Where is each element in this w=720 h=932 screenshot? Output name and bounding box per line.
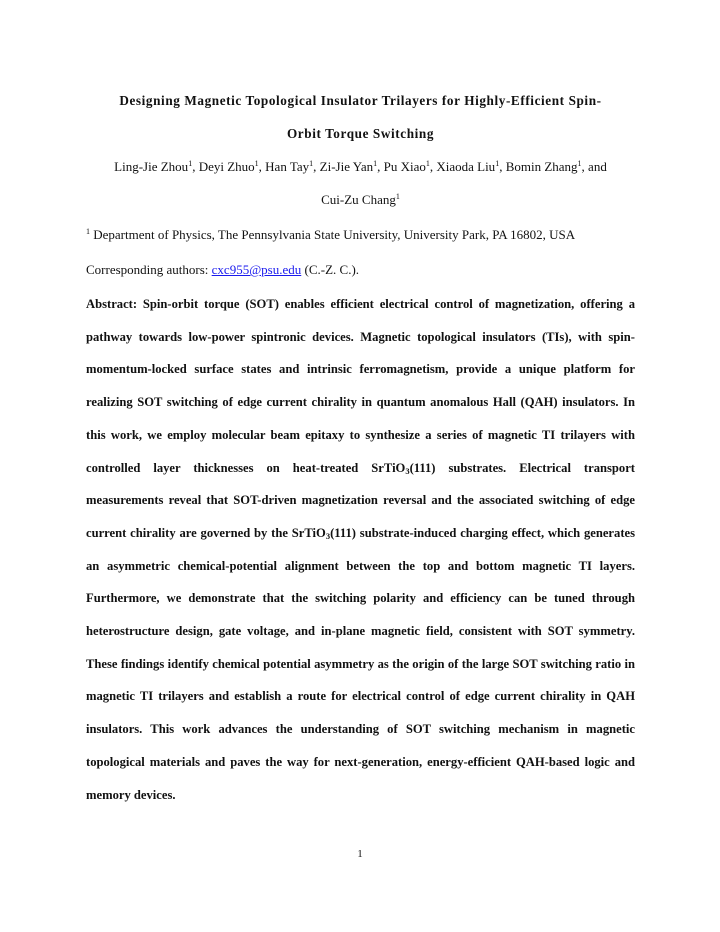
author-name: Xiaoda Liu xyxy=(436,159,496,174)
author-affiliation-mark: 1 xyxy=(395,192,400,201)
author-name: Cui-Zu Chang xyxy=(321,192,396,207)
author-separator: , and xyxy=(581,159,607,174)
abstract-text-3: (111) substrate-induced charging effect, which generates an asymmetric chemical-potential alignment between the top and bottom magnetic TI layers. Furthermore, we demonstrate that the switching polarity and efficiency can be tuned through heterostructure design, gate voltage, and in-plane magnetic field, consistent with SOT symmetry. These findings identify chemical potential asymmetry as the origin of the large SOT switching ratio in magnetic TI trilayers and establish a route for electrical control of edge current chirality in QAH insulators. This work advances the understanding of SOT switching mechanism in magnetic topological materials and paves the way for next-generation, energy-efficient QAH-based logic and memory devices. xyxy=(86,525,636,802)
subscript: 3 xyxy=(325,530,331,541)
affiliation-text: Department of Physics, The Pennsylvania State University, University Park, PA 16802, USA xyxy=(90,227,576,242)
author-affiliation-mark: 1 xyxy=(373,159,378,168)
author-separator: , xyxy=(377,159,384,174)
page-number: 1 xyxy=(357,848,363,860)
title-line-1: Designing Magnetic Topological Insulator Trilayers for Highly-Efficient Spin- xyxy=(119,93,602,108)
corresponding-suffix: (C.-Z. C.). xyxy=(301,262,360,277)
author-separator: , xyxy=(499,159,506,174)
abstract-text-2: (111) substrates. Electrical transport measurements reveal that SOT-driven magnetization reversal and the associated switching of edge current chirality are governed by the SrTiO xyxy=(86,460,635,540)
corresponding-authors xyxy=(86,253,635,286)
author-affiliation-mark: 1 xyxy=(425,159,430,168)
abstract xyxy=(86,288,635,811)
author-separator: , xyxy=(313,159,320,174)
author-separator: , xyxy=(258,159,266,174)
author-affiliation-mark: 1 xyxy=(495,159,500,168)
paper-title xyxy=(86,84,635,150)
author-separator: , xyxy=(429,159,437,174)
author-name: Deyi Zhuo xyxy=(198,159,255,174)
corresponding-label: Corresponding authors: xyxy=(86,262,212,277)
author-name: Zi-Jie Yan xyxy=(319,159,374,174)
author-name: Ling-Jie Zhou xyxy=(114,159,189,174)
author-name: Bomin Zhang xyxy=(505,159,578,174)
author-affiliation-mark: 1 xyxy=(188,159,193,168)
author-name: Pu Xiao xyxy=(383,159,426,174)
paper-page xyxy=(86,84,635,811)
author-affiliation-mark: 1 xyxy=(577,159,582,168)
abstract-text-1: Abstract: Spin-orbit torque (SOT) enables efficient electrical control of magnetization, offering a pathway towards low-power spintronic devices. Magnetic topological insulators (TIs), with spin-momentum-locked surface states and intrinsic ferromagnetism, provide a unique platform for realizing SOT switching of edge current chirality in quantum anomalous Hall (QAH) insulators. In this work, we employ molecular beam epitaxy to synthesize a series of magnetic TI trilayers with controlled layer thicknesses on heat-treated SrTiO xyxy=(86,297,635,475)
author-affiliation-mark: 1 xyxy=(254,159,259,168)
title-line-2: Orbit Torque Switching xyxy=(286,126,435,141)
subscript: 3 xyxy=(405,465,410,476)
affiliation-mark: 1 xyxy=(86,227,90,236)
affiliation xyxy=(86,218,635,251)
author-affiliation-mark: 1 xyxy=(309,159,314,168)
author-name: Han Tay xyxy=(265,159,310,174)
author-separator: , xyxy=(192,159,199,174)
corresponding-email-link[interactable]: cxc955@psu.edu xyxy=(211,262,302,277)
author-list xyxy=(86,150,635,216)
